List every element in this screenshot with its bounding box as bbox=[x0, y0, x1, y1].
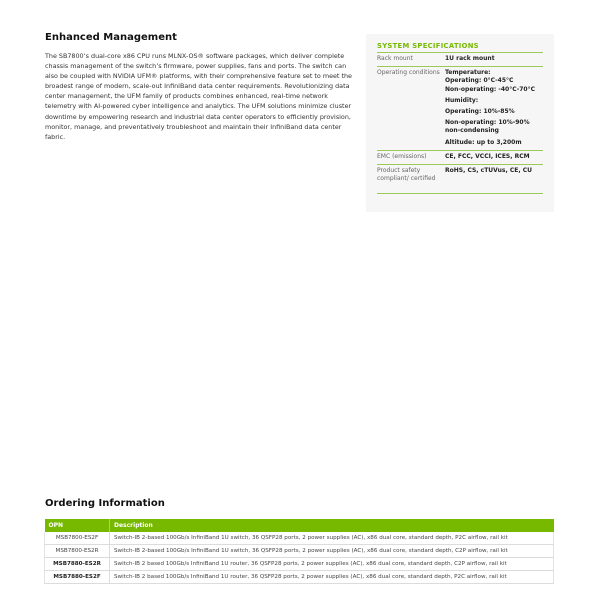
description-cell: Switch-IB 2-based 100Gb/s InfiniBand 1U switch, 36 QSFP28 ports, 2 power supplies (AC), x86 dual core, standard depth, C2P airflow, rail kit bbox=[110, 545, 554, 558]
spec-value-line: Non-operating: -40°C-70°C bbox=[445, 85, 536, 93]
description-cell: Switch-IB 2 based 100Gb/s InfiniBand 1U router, 36 QSFP28 ports, 2 power supplies (AC), x86 dual core, standard depth, P2C airflow, rail kit bbox=[110, 571, 554, 584]
spec-value-line: Humidity: bbox=[445, 96, 479, 104]
ordering-information-title: Ordering Information bbox=[45, 498, 165, 509]
table-row bbox=[45, 558, 554, 571]
table-row bbox=[45, 545, 554, 558]
opn-cell: MSB7800-ES2R bbox=[45, 545, 110, 558]
enhanced-management-body: The SB7800’s dual-core x86 CPU runs MLNX-OS® software packages, which deliver complete chassis management of the switch’s firmware, power supplies, fans and ports. The switch can also be coupled with NVIDIA UFM® platforms, with their comprehensive feature set to meet the broadest range of modern, scale-out InfiniBand data center requirements. Revolutionizing data center management, the UFM family of products combines enhanced, real-time network telemetry with AI-powered cyber intelligence and analytics. The UFM solutions minimize cluster downtime by empowering research and industrial data center operators to efficiently provision, monitor, manage, and preventatively troubleshoot and maintain their InfiniBand data center fabric. bbox=[45, 52, 352, 141]
spec-value-line: Temperature: bbox=[445, 69, 491, 77]
spec-row-emc bbox=[377, 150, 543, 164]
spec-value-line: CE, FCC, VCCI, ICES, RCM bbox=[445, 152, 530, 160]
spec-value-line: Altitude: up to 3,200m bbox=[445, 138, 522, 146]
table-header-row bbox=[45, 519, 554, 532]
ordering-information-table bbox=[44, 519, 554, 584]
spec-label: Operating conditions bbox=[377, 69, 440, 77]
spec-value-line: Non-operating: 10%-90% non-condensing bbox=[445, 119, 530, 135]
table-row bbox=[45, 532, 554, 545]
column-header-description: Description bbox=[110, 519, 554, 532]
column-header-opn: OPN bbox=[45, 519, 110, 532]
spec-value bbox=[445, 150, 543, 164]
enhanced-management-title: Enhanced Management bbox=[45, 32, 177, 43]
spec-row-product-safety bbox=[377, 165, 543, 194]
spec-row-rack-mount bbox=[377, 53, 543, 67]
opn-cell: MSB7800-ES2F bbox=[45, 532, 110, 545]
spec-value bbox=[445, 67, 543, 151]
spec-value-line: Operating: 10%-85% bbox=[445, 108, 515, 116]
spec-value bbox=[445, 165, 543, 194]
system-specifications-table bbox=[377, 52, 543, 194]
spec-value bbox=[445, 53, 543, 67]
description-cell: Switch-IB 2-based 100Gb/s InfiniBand 1U switch, 36 QSFP28 ports, 2 power supplies (AC), x86 dual core, standard depth, P2C airflow, rail kit bbox=[110, 532, 554, 545]
description-cell: Switch-IB 2 based 100Gb/s InfiniBand 1U router, 36 QSFP28 ports, 2 power supplies (AC), x86 dual core, standard depth, C2P airflow, rail kit bbox=[110, 558, 554, 571]
spec-label: EMC (emissions) bbox=[377, 152, 427, 160]
table-row bbox=[45, 571, 554, 584]
spec-value-line: 1U rack mount bbox=[445, 55, 495, 62]
spec-label: Product safety compliant/ certified bbox=[377, 167, 436, 183]
system-specifications-panel bbox=[366, 34, 554, 212]
opn-cell: MSB7880-ES2F bbox=[45, 571, 110, 584]
spec-row-operating-conditions bbox=[377, 67, 543, 151]
system-specifications-heading: SYSTEM SPECIFICATIONS bbox=[377, 42, 479, 50]
spec-label: Rack mount bbox=[377, 55, 413, 62]
spec-value-line: RoHS, CS, cTUVus, CE, CU bbox=[445, 167, 532, 175]
spec-value-line: Operating: 0°C-45°C bbox=[445, 77, 514, 85]
opn-cell: MSB7880-ES2R bbox=[45, 558, 110, 571]
